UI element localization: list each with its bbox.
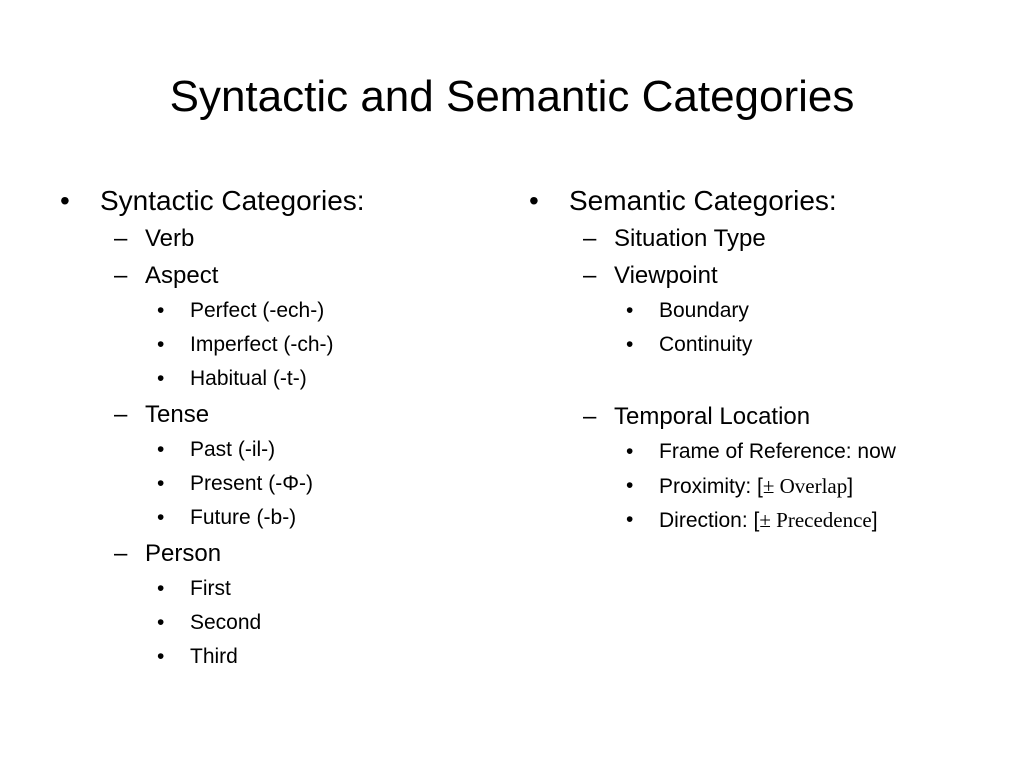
item-text: Aspect xyxy=(145,262,219,289)
subitem-past xyxy=(60,433,490,467)
subitem-text: Imperfect (-ch-) xyxy=(190,333,334,356)
heading-text: Syntactic Categories: xyxy=(100,185,365,216)
dash-marker: – xyxy=(583,262,597,289)
subitem-third xyxy=(60,640,490,674)
bullet-marker: • xyxy=(157,299,165,322)
bullet-marker: • xyxy=(157,645,165,668)
dash-item-viewpoint xyxy=(529,257,999,294)
bullet-marker: • xyxy=(626,440,634,463)
dash-marker: – xyxy=(114,225,128,252)
item-text: Verb xyxy=(145,225,195,252)
dash-item-temporal-location xyxy=(529,398,999,435)
subitem-proximity xyxy=(529,469,999,503)
subitem-text: Perfect (-ech-) xyxy=(190,299,325,322)
subitem-present xyxy=(60,467,490,501)
item-text: Person xyxy=(145,540,222,567)
subitem-text: Boundary xyxy=(659,299,749,322)
semantic-column xyxy=(529,182,999,537)
subitem-first xyxy=(60,572,490,606)
dash-item-verb xyxy=(60,220,490,257)
bullet-marker: • xyxy=(626,508,634,531)
heading-text: Semantic Categories: xyxy=(569,185,837,216)
subitem-frame-of-reference xyxy=(529,435,999,469)
dash-marker: – xyxy=(583,403,597,430)
dash-marker: – xyxy=(114,262,128,289)
dash-item-tense xyxy=(60,396,490,433)
dash-marker: – xyxy=(114,401,128,428)
bullet-marker: • xyxy=(529,185,539,216)
dash-marker: – xyxy=(583,225,597,252)
subitem-text: Continuity xyxy=(659,333,753,356)
subitem-future xyxy=(60,501,490,535)
bullet-syntactic-categories xyxy=(60,182,490,220)
subitem-direction xyxy=(529,503,999,537)
subitem-text: Habitual (-t-) xyxy=(190,367,307,390)
bullet-marker: • xyxy=(157,506,165,529)
syntactic-column xyxy=(60,182,490,674)
bullet-marker: • xyxy=(626,299,634,322)
bullet-marker: • xyxy=(626,333,634,356)
subitem-text xyxy=(659,503,878,538)
subitem-text: Third xyxy=(190,645,238,668)
dash-item-aspect xyxy=(60,257,490,294)
subitem-text: Past (-il-) xyxy=(190,438,276,461)
item-text: Temporal Location xyxy=(614,403,811,430)
bullet-marker: • xyxy=(157,333,165,356)
subitem-continuity xyxy=(529,328,999,362)
bullet-marker: • xyxy=(626,474,634,497)
subitem-habitual xyxy=(60,362,490,396)
dash-marker: – xyxy=(114,540,128,567)
item-text: Viewpoint xyxy=(614,262,718,289)
subitem-text xyxy=(659,469,853,504)
dash-item-person xyxy=(60,535,490,572)
proximity-suffix: ] xyxy=(847,475,854,498)
bullet-marker: • xyxy=(157,611,165,634)
subitem-imperfect xyxy=(60,328,490,362)
subitem-text: Frame of Reference: now xyxy=(659,440,896,463)
bullet-marker: • xyxy=(157,472,165,495)
item-text: Tense xyxy=(145,401,210,428)
subitem-text: First xyxy=(190,577,231,600)
bullet-marker: • xyxy=(157,438,165,461)
direction-value: ± Precedence xyxy=(759,508,872,532)
subitem-text: Present (-Φ-) xyxy=(190,472,313,495)
direction-suffix: ] xyxy=(871,509,878,532)
item-text: Situation Type xyxy=(614,225,766,252)
bullet-marker: • xyxy=(157,367,165,390)
proximity-prefix: Proximity: [ xyxy=(659,475,763,498)
subitem-second xyxy=(60,606,490,640)
subitem-text: Second xyxy=(190,611,262,634)
subitem-text: Future (-b-) xyxy=(190,506,297,529)
direction-prefix: Direction: [ xyxy=(659,509,760,532)
bullet-marker: • xyxy=(157,577,165,600)
bullet-semantic-categories xyxy=(529,182,999,220)
slide-title: Syntactic and Semantic Categories xyxy=(169,72,855,121)
bullet-marker: • xyxy=(60,185,70,216)
subitem-perfect xyxy=(60,294,490,328)
subitem-boundary xyxy=(529,294,999,328)
proximity-value: ± Overlap xyxy=(762,474,848,498)
spacer xyxy=(529,362,999,398)
dash-item-situation-type xyxy=(529,220,999,257)
